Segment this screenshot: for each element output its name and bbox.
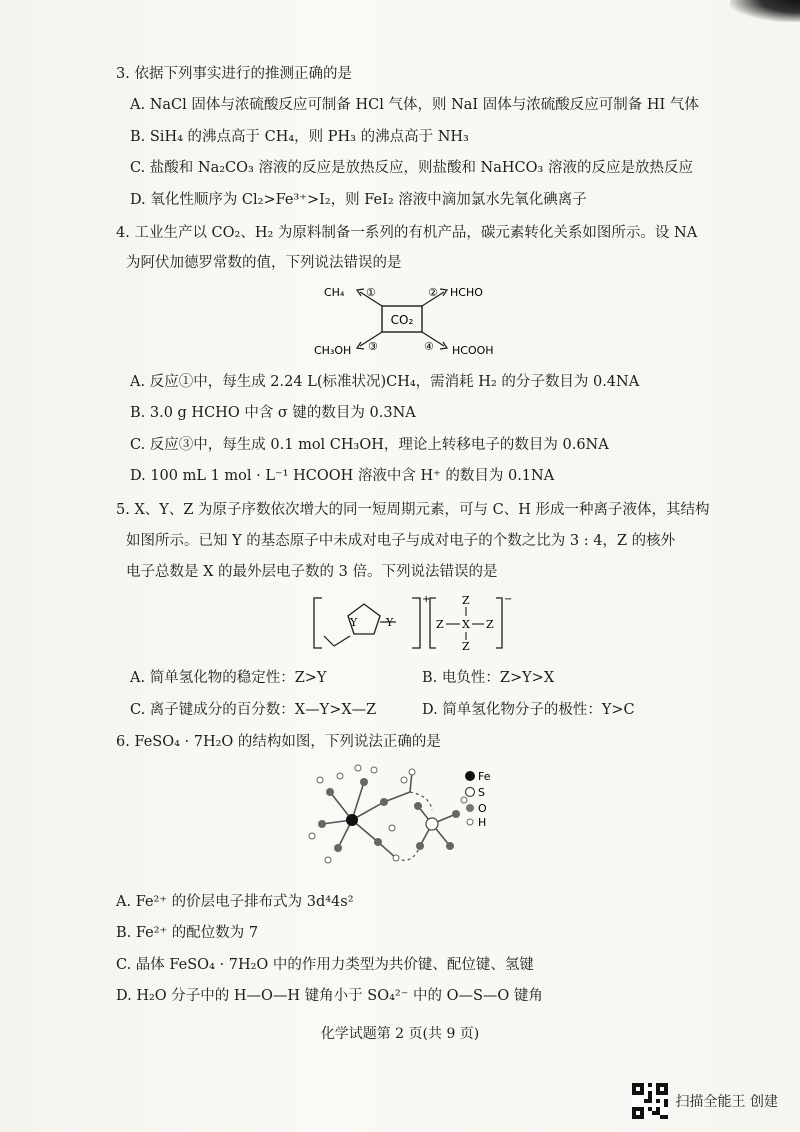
q4-stem-line1: 4. 工业生产以 CO₂、H₂ 为原料制备一系列的有机产品，碳元素转化关系如图所示。设 NA (116, 225, 698, 241)
ch4-label: CH₄ (324, 286, 345, 299)
q4-option-d: D. 100 mL 1 mol · L⁻¹ HCOOH 溶液中含 H⁺ 的数目为 0.1NA (130, 468, 555, 484)
z-atom-bottom: Z (462, 640, 470, 653)
cation-charge: + (422, 594, 431, 605)
anion-charge: − (504, 594, 513, 605)
z-atom-top: Z (462, 594, 470, 607)
fe-atom (346, 814, 358, 826)
legend-fe: Fe (478, 770, 491, 783)
q6-option-a: A. Fe²⁺ 的价层电子排布式为 3d⁴4s² (116, 894, 354, 910)
q4-option-b: B. 3.0 g HCHO 中含 σ 键的数目为 0.3NA (130, 405, 416, 421)
q5-option-b: B. 电负性：Z>Y>X (422, 670, 555, 686)
label-3: ③ (368, 340, 378, 353)
x-atom: X (462, 618, 470, 631)
label-4: ④ (424, 340, 434, 353)
q4-option-a: A. 反应①中，每生成 2.24 L(标准状况)CH₄，需消耗 H₂ 的分子数目为 0.4NA (130, 374, 640, 390)
q5-stem-line2: 如图所示。已知 Y 的基态原子中未成对电子与成对电子的个数之比为 3 : 4，Z 的核外 (126, 533, 676, 549)
feso4-7h2o-structure (300, 762, 530, 874)
scanner-watermark (632, 1083, 778, 1119)
q5-stem-line1: 5. X、Y、Z 为原子序数依次增大的同一短周期元素，可与 C、H 形成一种离子液体，其结构 (116, 502, 710, 518)
q5-option-c: C. 离子键成分的百分数：X—Y>X—Z (130, 702, 377, 718)
ch3oh-label: CH₃OH (314, 344, 352, 357)
label-2: ② (428, 286, 438, 299)
q3-option-b: B. SiH₄ 的沸点高于 CH₄，则 PH₃ 的沸点高于 NH₃ (130, 129, 469, 145)
q5-option-d: D. 简单氢化物分子的极性：Y>C (422, 702, 635, 718)
q3-option-d: D. 氧化性顺序为 Cl₂>Fe³⁺>I₂，则 FeI₂ 溶液中滴加氯水先氧化碘离子 (130, 192, 587, 208)
y-atom-left: Y (350, 616, 358, 629)
legend-s: S (478, 786, 485, 799)
s-atom (426, 818, 438, 830)
q5-option-a: A. 简单氢化物的稳定性：Z>Y (130, 670, 327, 686)
legend-o: O (478, 802, 487, 815)
q6-stem: 6. FeSO₄ · 7H₂O 的结构如图，下列说法正确的是 (116, 734, 441, 750)
co2-label: CO₂ (390, 313, 414, 327)
y-atom-right: Y (386, 616, 394, 629)
z-atom-right: Z (486, 618, 494, 631)
ionic-liquid-structure (300, 592, 530, 656)
q3-stem: 3. 依据下列事实进行的推测正确的是 (116, 66, 352, 82)
q5-stem-line3: 电子总数是 X 的最外层电子数的 3 倍。下列说法错误的是 (126, 564, 498, 580)
watermark-text: 扫描全能王 创建 (675, 1094, 778, 1110)
q6-option-b: B. Fe²⁺ 的配位数为 7 (116, 925, 259, 941)
q3-option-c: C. 盐酸和 Na₂CO₃ 溶液的反应是放热反应，则盐酸和 NaHCO₃ 溶液的反应是放热反应 (130, 160, 693, 176)
page-footer: 化学试题第 2 页(共 9 页) (320, 1026, 480, 1042)
label-1: ① (366, 286, 376, 299)
q3-option-a: A. NaCl 固体与浓硫酸反应可制备 HCl 气体，则 NaI 固体与浓硫酸反应可制备 HI 气体 (130, 97, 699, 113)
hcooh-label: HCOOH (452, 344, 494, 357)
q4-stem-line2: 为阿伏加德罗常数的值，下列说法错误的是 (126, 255, 402, 271)
scan-shadow (730, 0, 800, 22)
q6-option-c: C. 晶体 FeSO₄ · 7H₂O 中的作用力类型为共价键、配位键、氢键 (116, 957, 534, 973)
q6-option-d: D. H₂O 分子中的 H—O—H 键角小于 SO₄²⁻ 中的 O—S—O 键角 (116, 988, 543, 1004)
q4-option-c: C. 反应③中，每生成 0.1 mol CH₃OH，理论上转移电子的数目为 0.6NA (130, 437, 609, 453)
hcho-label: HCHO (450, 286, 483, 299)
legend-h: H (478, 816, 487, 829)
carbon-conversion-diagram (300, 278, 530, 368)
qr-code-icon (632, 1083, 668, 1119)
z-atom-left: Z (436, 618, 444, 631)
